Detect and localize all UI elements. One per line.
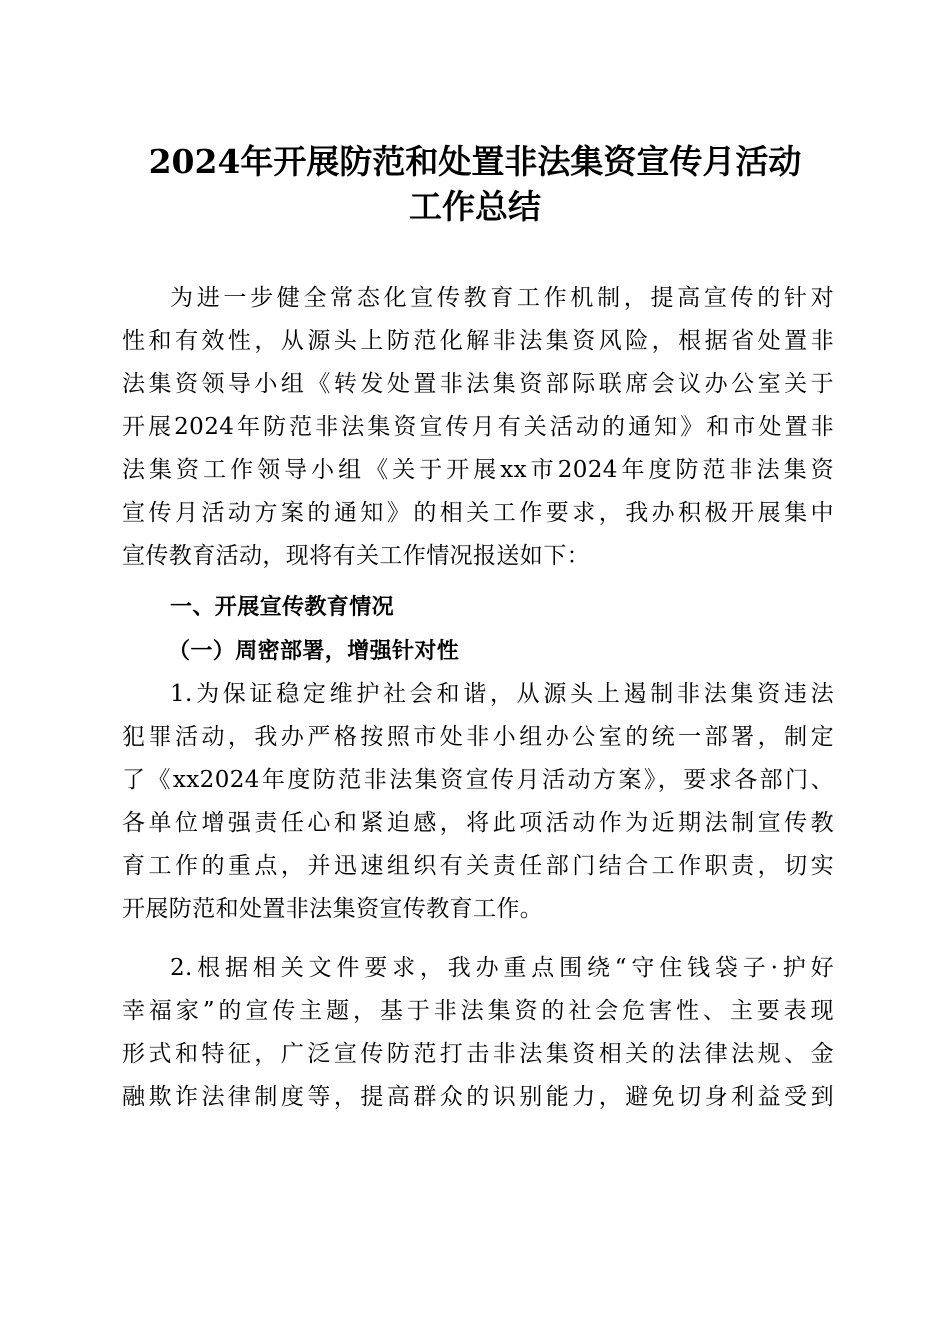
body-paragraph-line: 1.为保证稳定维护社会和谐，从源头上遏制非法集资违法 xyxy=(170,681,834,707)
body-paragraph-line: 2.根据相关文件要求，我办重点围绕“守住钱袋子·护好 xyxy=(170,955,834,981)
section-heading-2: （一）周密部署，增强针对性 xyxy=(168,638,460,664)
document-title-line-2: 工作总结 xyxy=(409,187,541,226)
section-heading-1: 一、开展宣传教育情况 xyxy=(170,595,395,620)
body-paragraph-line: 法集资领导小组《转发处置非法集资部际联席会议办公室关于 xyxy=(122,371,834,397)
body-paragraph-line: 各单位增强责任心和紧迫感，将此项活动作为近期法制宣传教 xyxy=(122,810,834,836)
body-paragraph-line: 开展2024年防范非法集资宣传月有关活动的通知》和市处置非 xyxy=(122,414,834,440)
body-paragraph-line: 为进一步健全常态化宣传教育工作机制，提高宣传的针对 xyxy=(170,285,834,311)
body-paragraph-line: 形式和特征，广泛宣传防范打击非法集资相关的法律法规、金 xyxy=(122,1041,834,1067)
body-paragraph-line: 宣传教育活动，现将有关工作情况报送如下： xyxy=(122,543,590,569)
body-paragraph-line: 融欺诈法律制度等，提高群众的识别能力，避免切身利益受到 xyxy=(122,1084,834,1110)
body-paragraph-line: 法集资工作领导小组《关于开展xx市2024年度防范非法集资 xyxy=(122,457,834,483)
body-paragraph-line: 幸福家”的宣传主题，基于非法集资的社会危害性、主要表现 xyxy=(122,998,834,1024)
body-paragraph-line: 犯罪活动，我办严格按照市处非小组办公室的统一部署，制定 xyxy=(122,724,834,750)
body-paragraph-line: 开展防范和处置非法集资宣传教育工作。 xyxy=(122,896,544,922)
body-paragraph-line: 育工作的重点，并迅速组织有关责任部门结合工作职责，切实 xyxy=(122,853,834,879)
body-paragraph-line: 性和有效性，从源头上防范化解非法集资风险，根据省处置非 xyxy=(122,328,834,354)
body-paragraph-line: 宣传月活动方案的通知》的相关工作要求，我办积极开展集中 xyxy=(122,500,834,526)
document-title-line-1: 2024年开展防范和处置非法集资宣传月活动 xyxy=(148,142,802,181)
body-paragraph-line: 了《xx2024年度防范非法集资宣传月活动方案》，要求各部门、 xyxy=(122,767,834,793)
